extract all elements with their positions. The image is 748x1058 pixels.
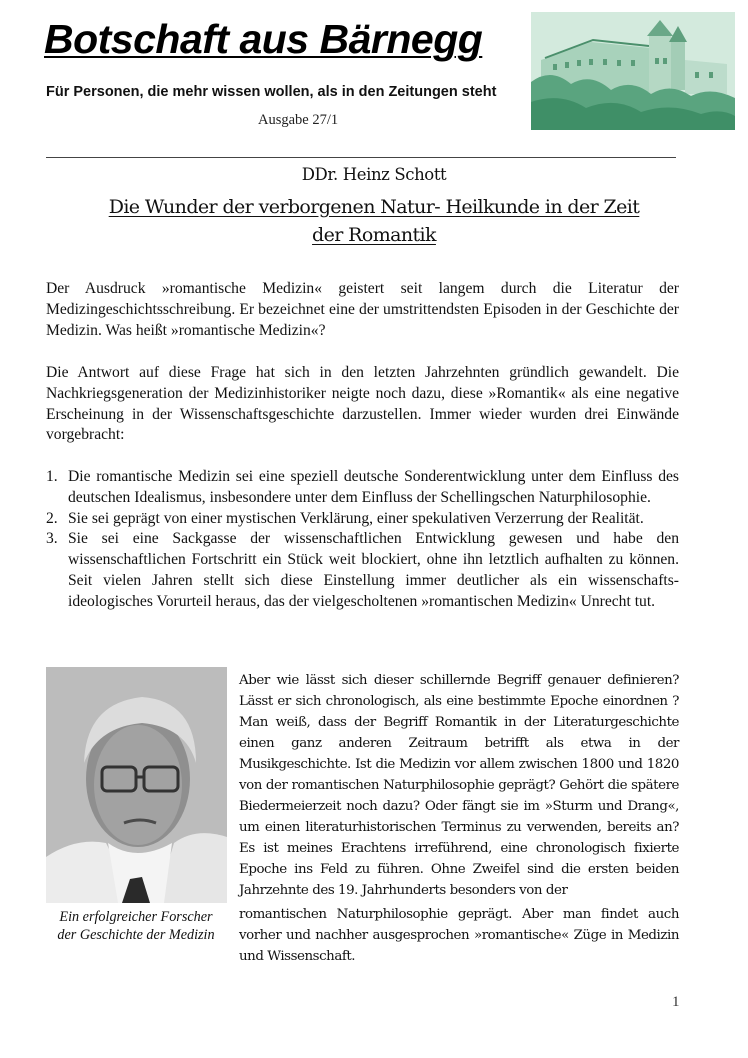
paragraph-answer: Die Antwort auf diese Frage hat sich in den letzten Jahrzehnten gründlich gewandelt. Die Nachkriegsgeneration der Medizinhistoriker neigte noch dazu, diese »Romantik« als eine negative Erscheinung in der Wissenschaftsgeschichte darzustellen. Immer wieder wurden drei Einwände vorgebracht: [46,364,679,444]
objection-number: 3. [46,530,58,548]
objection-item [46,529,679,612]
header-divider [46,157,676,158]
objection-item [46,509,679,530]
page-number: 1 [672,994,680,1010]
headline-line-1: Die Wunder der verborgenen Natur- Heilkunde in der Zeit [108,196,640,218]
article-headline [60,193,688,249]
issue-number: Ausgabe 27/1 [258,112,339,128]
newsletter-title: Botschaft aus Bärnegg [44,16,483,62]
caption-line-1: Ein erfolgreicher Forscher [59,909,213,925]
castle-image [531,12,735,130]
paragraph-definition-continued: romantischen Naturphilosophie geprägt. Aber man findet auch vorher und nachher ausgesprochen »romantische« Züge in Medizin und Wissenschaft. [239,907,679,964]
objection-number: 2. [46,509,58,527]
objection-text: Sie sei eine Sackgasse der wissenschaftlichen Entwicklung gewesen und habe den wissenschaftlichen Fortschritt ein Stück weit blockiert, ohne ihn letztlich aufhalten zu können. Seit vielen Jahren stellt sich diese Einstellung immer deutlicher als ein wissenschafts-ideologisches Vorurteil heraus, das der vielgescholtenen »romantischen Medizin« Unrecht tut. [68,530,679,610]
article-author: DDr. Heinz Schott [301,165,447,184]
caption-line-2: der Geschichte der Medizin [57,927,215,943]
objection-text: Die romantische Medizin sei eine speziell deutsche Sonderentwicklung unter dem Einfluss des deutschen Idealismus, insbesondere unter dem Einfluss der Schellingschen Naturphilosophie. [68,468,679,506]
portrait-caption [38,908,234,944]
newsletter-tagline: Für Personen, die mehr wissen wollen, als in den Zeitungen steht [46,84,497,100]
portrait-photo [46,667,227,903]
objection-number: 1. [46,468,58,485]
objection-item [46,467,679,509]
author-portrait [46,667,227,903]
headline-line-2: der Romantik [312,224,436,246]
paragraph-definition: Aber wie lässt sich dieser schillernde Begriff genauer definieren? Lässt er sich chronologisch, als eine bestimmte Epoche einordnen ? Man weiß, dass der Begriff Romantik in der Literaturgeschichte einen ganz anderen Zeitraum betrifft als etwa in der Musikgeschichte. Ist die Medizin vor allem zwischen 1800 und 1820 von der romantischen Naturphilosophie geprägt? Gehört die spätere Biedermeierzeit noch dazu? Oder fängt sie im »Sturm und Drang«, um einen literaturhistorischen Terminus zu verwenden, bereits an? Es ist meines Erachtens irreführend, eine chronologisch fixierte Epoche ins Feld zu führen. Ohne Zweifel sind die ersten beiden Jahrzehnte des 19. Jahrhunderts besonders von der [239,673,679,898]
objection-text: Sie sei geprägt von einer mystischen Verklärung, einer spekulativen Verzerrung der Realität. [68,509,644,527]
paragraph-intro: Der Ausdruck »romantische Medizin« geistert seit langem durch die Literatur der Medizingeschichtsschreibung. Er bezeichnet eine der umstrittendsten Episoden in der Geschichte der Medizin. Was heißt »romantische Medizin«? [46,280,679,339]
castle-illustration [531,12,735,130]
objections-list [46,467,679,613]
